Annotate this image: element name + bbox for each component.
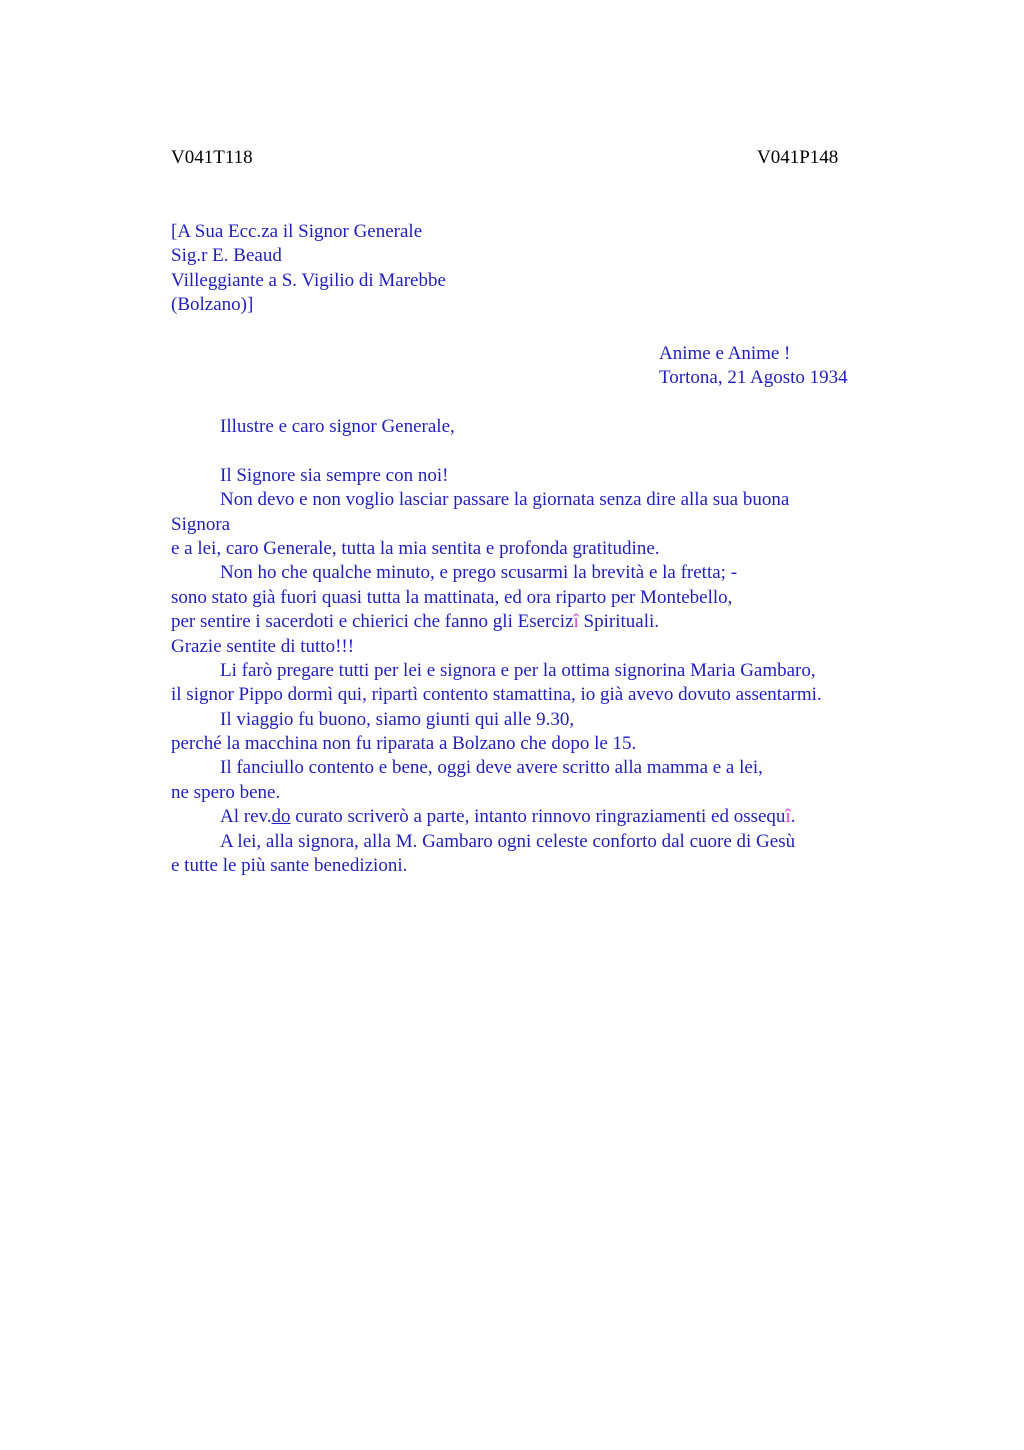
letter-line: Il fanciullo contento e bene, oggi deve avere scritto alla mamma e a lei, bbox=[220, 757, 763, 779]
letter-line: il signor Pippo dormì qui, ripartì contento stamattina, io già avevo dovuto assentarmi. bbox=[171, 684, 822, 706]
document-code-right: V041P148 bbox=[757, 147, 839, 168]
motto: Anime e Anime ! bbox=[659, 343, 791, 364]
letter-line bbox=[171, 805, 891, 829]
letter-line: ne spero bene. bbox=[171, 781, 281, 803]
blank-line bbox=[171, 439, 891, 463]
letter-line: sono stato già fuori quasi tutta la mattinata, ed ora riparto per Montebello, bbox=[171, 586, 733, 608]
letter-line: Li farò pregare tutti per lei e signora e per la ottima signorina Maria Gambaro, bbox=[220, 659, 816, 681]
letter-text: Spirituali. bbox=[578, 611, 660, 633]
recipient-address bbox=[171, 220, 446, 318]
letter-line bbox=[171, 610, 891, 634]
letter-text: Al rev. bbox=[220, 806, 272, 828]
greeting: Il Signore sia sempre con noi! bbox=[220, 464, 449, 486]
salutation: Illustre e caro signor Generale, bbox=[220, 416, 455, 437]
highlighted-char: î bbox=[573, 611, 579, 633]
letter-line: perché la macchina non fu riparata a Bolzano che dopo le 15. bbox=[171, 733, 637, 755]
address-line: (Bolzano)] bbox=[171, 294, 254, 316]
address-line: Sig.r E. Beaud bbox=[171, 245, 282, 267]
letter-line: A lei, alla signora, alla M. Gambaro ogni celeste conforto dal cuore di Gesù bbox=[220, 830, 796, 852]
letter-text: per sentire i sacerdoti e chierici che fanno gli Esercizî bbox=[171, 611, 579, 633]
letter-line: Non ho che qualche minuto, e prego scusarmi la brevità e la fretta; - bbox=[220, 562, 738, 584]
letter-text: . bbox=[790, 806, 796, 828]
letter-line: Signora bbox=[171, 513, 231, 535]
letter-line: e tutte le più sante benedizioni. bbox=[171, 855, 408, 877]
letter-text: curato scriverò a parte, intanto rinnovo ringraziamenti ed ossequ bbox=[290, 806, 786, 828]
highlighted-char: î bbox=[785, 806, 791, 828]
address-line: [A Sua Ecc.za il Signor Generale bbox=[171, 221, 423, 242]
place-date: Tortona, 21 Agosto 1934 bbox=[659, 367, 848, 389]
letter-line: Grazie sentite di tutto!!! bbox=[171, 635, 355, 657]
letter-line: Non devo e non voglio lasciar passare la giornata senza dire alla sua buona bbox=[220, 489, 790, 511]
letter-line: e a lei, caro Generale, tutta la mia sentita e profonda gratitudine. bbox=[171, 537, 660, 559]
address-line: Villeggiante a S. Vigilio di Marebbe bbox=[171, 269, 446, 291]
dateline bbox=[659, 342, 848, 391]
underlined-abbreviation: do bbox=[271, 806, 291, 828]
document-code-left: V041T118 bbox=[171, 147, 253, 168]
letter-line: Il viaggio fu buono, siamo giunti qui alle 9.30, bbox=[220, 708, 575, 730]
letter-body bbox=[171, 415, 891, 878]
